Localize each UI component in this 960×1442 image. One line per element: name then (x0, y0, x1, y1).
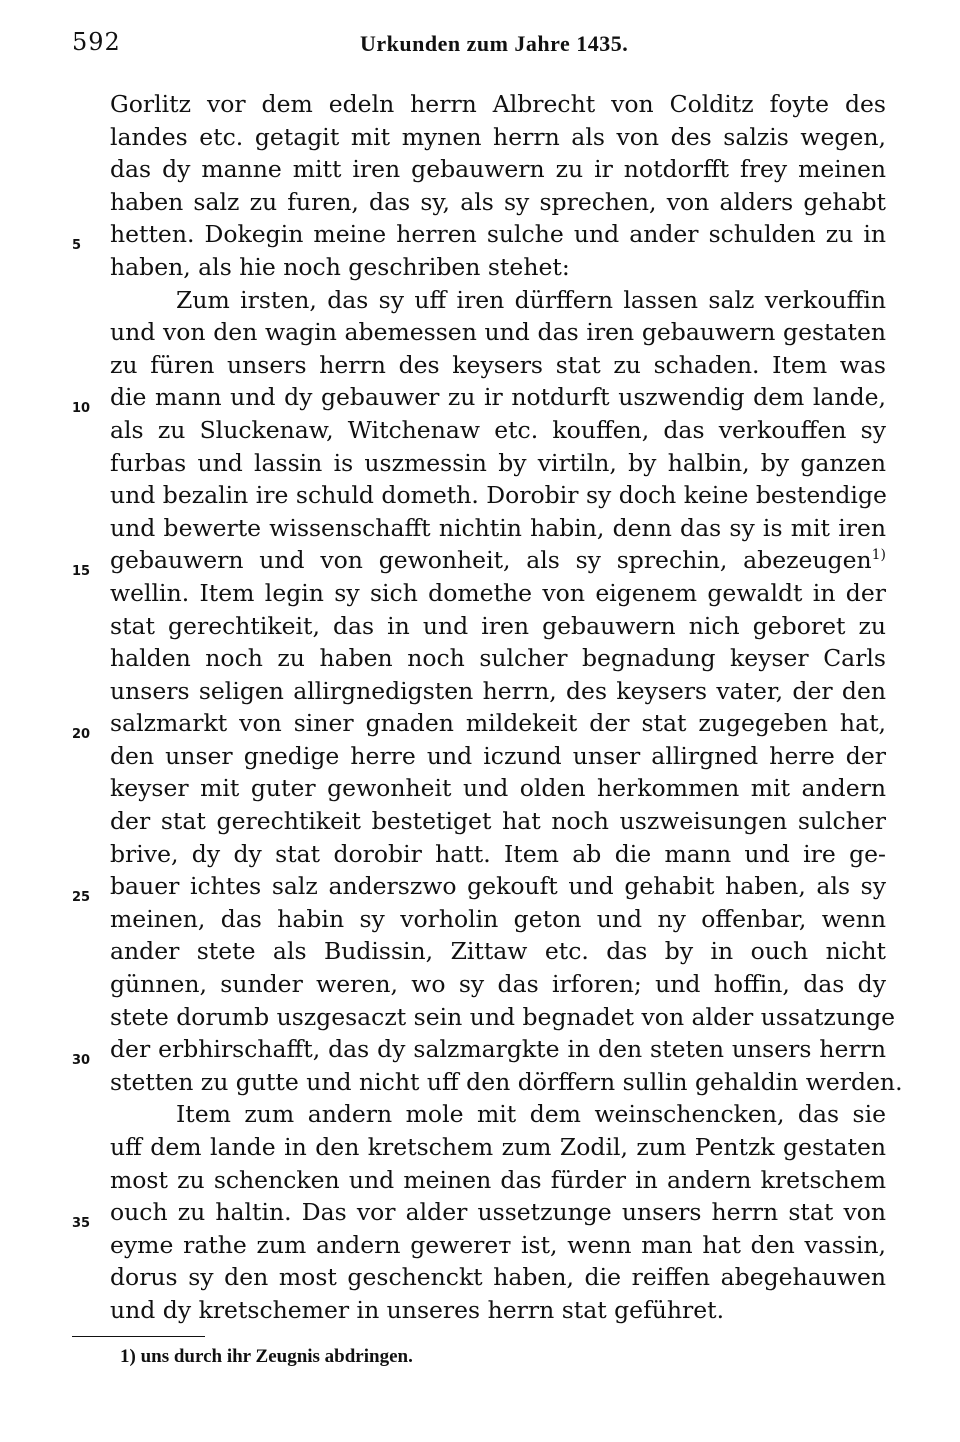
line-text: salzmarkt von siner gnaden mildekeit der stat zugegeben hat, (110, 709, 886, 738)
line-text: der stat gerechtikeit bestetiget hat noch uszweisungen sulcher (110, 807, 886, 836)
line-number: 15 (72, 564, 91, 580)
text-line (72, 218, 886, 254)
text-line (110, 772, 886, 805)
line-text: most zu schencken und meinen das fürder in andern kretschem (110, 1165, 886, 1194)
line-text: hetten. Dokegin meine herren sulche und ander schulden zu in (110, 220, 886, 249)
text-line (72, 870, 886, 906)
text-line (110, 479, 886, 512)
text-line (110, 153, 886, 186)
text-line (110, 577, 886, 610)
footnote-reference: 1) (871, 547, 886, 564)
text-line (110, 1261, 886, 1294)
text-line (110, 121, 886, 154)
text-line (110, 1066, 903, 1099)
line-number: 5 (72, 238, 82, 254)
line-text: der erbhirschafft, das dy salzmargkte in den steten unsers herrn (110, 1035, 886, 1064)
line-text: unsers seligen allirgnedigsten herrn, des keysers vater, der den (110, 676, 886, 705)
line-text: landes etc. getagit mit mynen herrn als von des salzis wegen, (110, 122, 886, 151)
text-line (110, 642, 886, 675)
line-text: keyser mit guter gewonheit und olden herkommen mit andern (110, 774, 886, 803)
line-text: haben salz zu furen, das sy, als sy sprechen, von alders gehabt (110, 187, 886, 216)
text-line (110, 1131, 886, 1164)
line-text: halden noch zu haben noch sulcher begnadung keyser Carls (110, 644, 886, 673)
text-line (110, 512, 886, 545)
text-line (110, 88, 886, 121)
text-line (110, 1294, 886, 1327)
line-text: stat gerechtikeit, das in und iren gebauwern nich geboret zu (110, 611, 886, 640)
text-line (110, 968, 886, 1001)
text-line (110, 740, 886, 773)
text-line (110, 1098, 886, 1131)
text-line (110, 675, 886, 708)
line-number: 10 (72, 401, 91, 417)
line-text: ander stete als Budissin, Zittaw etc. das by in ouch nicht (110, 937, 886, 966)
text-line (110, 838, 886, 871)
text-line (72, 1033, 886, 1069)
text-line (110, 1229, 886, 1262)
text-line (110, 414, 886, 447)
line-text: günnen, sunder weren, wo sy das irforen; und hoffin, das dy (110, 970, 886, 999)
text-line (72, 544, 886, 580)
line-text: Item zum andern mole mit dem weinschencken, das sie (176, 1100, 886, 1129)
line-text: den unser gnedige herre und iczund unser allirgned herre der (110, 741, 886, 770)
line-text: Gorlitz vor dem edeln herrn Albrecht von Colditz foyte des (110, 90, 886, 118)
line-text: das dy manne mitt iren gebauwern zu ir notdorfft frey meinen (110, 155, 886, 184)
text-line (110, 316, 886, 349)
body-text (72, 88, 903, 1327)
line-number: 20 (72, 727, 91, 743)
footnote-rule (72, 1336, 205, 1337)
text-line (110, 284, 886, 317)
text-line (72, 1196, 886, 1232)
text-line (72, 381, 886, 417)
running-title: Urkunden zum Jahre 1435. (360, 31, 629, 56)
text-line (110, 903, 886, 936)
footnote-text: uns durch ihr Zeugnis abdringen. (140, 1346, 413, 1367)
line-text: eyme rathe zum andern gewerет ist, wenn man hat den vassin, (110, 1230, 886, 1259)
text-line (110, 186, 886, 219)
footnote (120, 1346, 413, 1368)
line-text: und dy kretschemer in unseres herrn stat geführet. (110, 1295, 725, 1324)
line-number: 35 (72, 1216, 91, 1232)
line-number: 25 (72, 890, 91, 906)
line-text: stetten zu gutte und nicht uff den dörffern sullin gehaldin werden. (110, 1067, 903, 1096)
text-line (110, 805, 886, 838)
line-text: und bewerte wissenschafft nichtin habin, denn das sy is mit iren (110, 513, 886, 542)
text-line (110, 1164, 886, 1197)
line-text: zu füren unsers herrn des keysers stat zu schaden. Item was (110, 350, 886, 379)
line-text: gebauwern und von gewonheit, als sy sprechin, abezeugen (110, 546, 872, 575)
text-line (110, 447, 886, 480)
line-text: dorus sy den most geschenckt haben, die reiffen abegehauwen (110, 1263, 886, 1292)
line-text: und bezalin ire schuld dometh. Dorobir sy doch keine bestendige (110, 481, 887, 510)
text-line (110, 251, 886, 284)
line-text: haben, als hie noch geschriben stehet: (110, 252, 570, 281)
line-text: ouch zu haltin. Das vor alder ussetzunge unsers herrn stat von (110, 1198, 886, 1227)
text-line (110, 610, 886, 643)
line-text: meinen, das habin sy vorholin geton und ny offenbar, wenn (110, 904, 886, 933)
line-text: als zu Sluckenaw, Witchenaw etc. kouffen, das verkouffen sy (110, 415, 886, 444)
page-number: 592 (72, 28, 121, 56)
line-text: furbas und lassin is uszmessin by virtiln, by halbin, by ganzen (110, 448, 886, 477)
line-number: 30 (72, 1053, 91, 1069)
footnote-marker: 1) (120, 1346, 136, 1367)
line-text: die mann und dy gebauwer zu ir notdurft uszwendig dem lande, (110, 383, 886, 412)
line-text: Zum irsten, das sy uff iren dürffern lassen salz verkouffin (176, 285, 886, 314)
text-line (110, 935, 886, 968)
text-line (72, 707, 886, 743)
line-text: stete dorumb uszgesaczt sein und begnadet von alder ussatzunge (110, 1002, 896, 1031)
line-text: bauer ichtes salz anderszwo gekouft und gehabit haben, als sy (110, 872, 886, 901)
text-line (110, 1001, 896, 1034)
line-text: uff dem lande in den kretschem zum Zodil, zum Pentzk gestaten (110, 1133, 886, 1161)
line-text: wellin. Item legin sy sich domethe von eigenem gewaldt in der (110, 578, 886, 607)
line-text: und von den wagin abemessen und das iren gebauwern gestaten (110, 318, 886, 347)
text-line (110, 349, 886, 382)
line-text: brive, dy dy stat dorobir hatt. Item ab die mann und ire ge- (110, 839, 886, 868)
